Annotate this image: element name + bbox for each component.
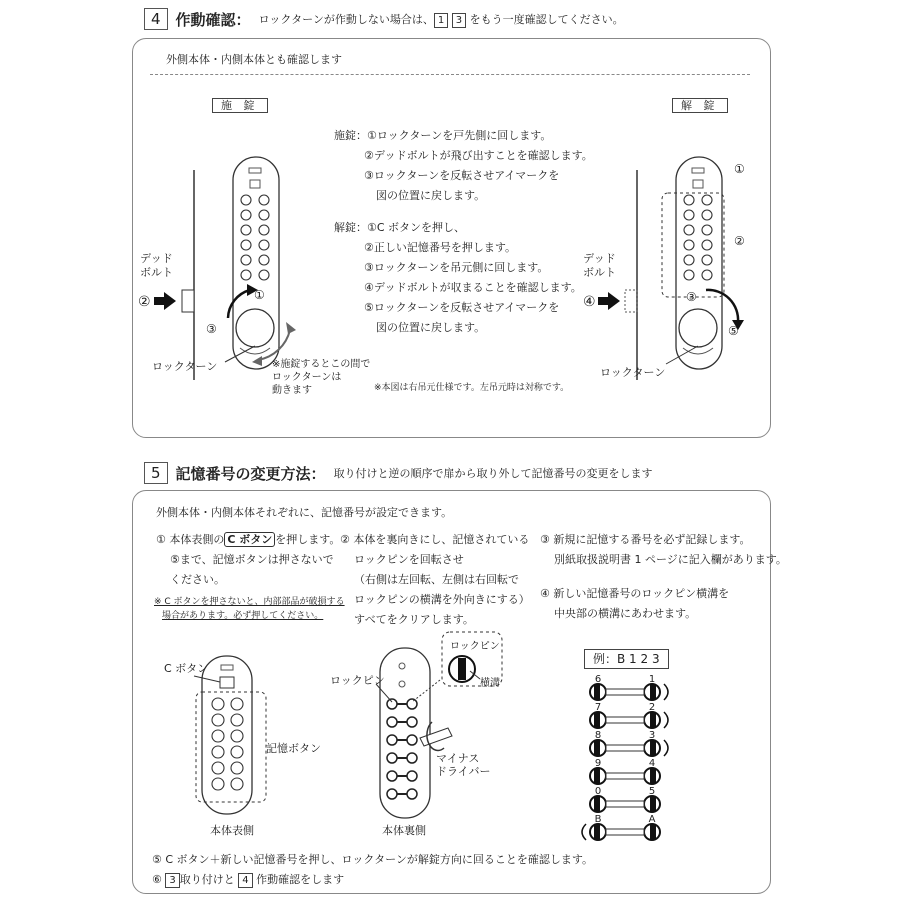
lock-step: 図の位置に戻します。: [376, 189, 486, 202]
example-pin-right-label: 1: [648, 674, 656, 685]
right-num-1: ①: [734, 162, 745, 176]
example-center-groove: [606, 801, 644, 807]
step3-line: ③ 新規に記憶する番号を必ず記録します。: [540, 533, 751, 546]
step6-mid: 取り付けと: [179, 873, 235, 886]
section4-desc-c: をもう一度確認してください。: [469, 12, 624, 26]
fig2-caption: 本体裏側: [382, 824, 426, 837]
section4-desc-a: ロックターンが作動しない場合は、: [258, 12, 434, 26]
section5-number: 5: [144, 462, 168, 484]
keypad-key: [241, 240, 251, 250]
example-pin-right-slot: [650, 712, 656, 728]
lockpin: [407, 753, 417, 763]
example-pin-left-label: 6: [594, 674, 602, 685]
keypad-key: [702, 195, 712, 205]
example-pin-left-slot: [594, 796, 600, 812]
example-pin-left-label: B: [594, 814, 602, 825]
fig2-driver: マイナス ドライバー: [436, 752, 491, 778]
right-num-5: ⑤: [728, 324, 739, 338]
lockpin: [387, 771, 397, 781]
keypad-key: [231, 730, 243, 742]
keypad-key: [259, 270, 269, 280]
keypad-key: [231, 778, 243, 790]
unlock-step: 解錠：①C ボタンを押し、: [334, 221, 466, 234]
keypad-key: [241, 270, 251, 280]
lockpin: [407, 735, 417, 745]
keypad-key: [212, 762, 224, 774]
lockturn-knob: [679, 309, 717, 347]
deadbolt-extended: [182, 290, 194, 312]
ref-box-3: 3: [165, 873, 179, 888]
left-num-1: ①: [254, 288, 265, 302]
keypad-key: [259, 255, 269, 265]
example-pin-right-slot: [650, 768, 656, 784]
right-deadbolt-label: デッド ボルト: [583, 252, 616, 279]
fig2-lockpin: ロックピン: [330, 674, 385, 687]
fig2-groove: 横溝: [480, 678, 500, 689]
example-center-groove: [606, 745, 644, 751]
unlock-step: ⑤ロックターンを反転させアイマークを: [364, 301, 560, 314]
step1-post: を押します。: [275, 533, 341, 546]
lockpin: [387, 789, 397, 799]
section4-note: 外側本体・内側本体とも確認します: [166, 53, 342, 66]
step1-sub: ください。: [170, 573, 225, 586]
unlock-label: 解 錠: [672, 98, 728, 113]
example-pin-left-slot: [594, 768, 600, 784]
keypad-key: [212, 730, 224, 742]
example-center-groove: [606, 689, 644, 695]
lockpin: [387, 699, 397, 709]
left-arrow-num: ②: [138, 294, 151, 310]
example-center-groove: [606, 829, 644, 835]
keypad-key: [702, 270, 712, 280]
lock-step: 施錠：①ロックターンを戸先側に回します。: [334, 129, 552, 142]
step5-line: ⑤ C ボタン＋新しい記憶番号を押し、ロックターンが解錠方向に回ることを確認します。: [152, 853, 593, 866]
keypad-key: [231, 746, 243, 758]
step1-line: [156, 530, 340, 550]
section4-footnote: ※本図は右吊元仕様です。左吊元時は対称です。: [374, 383, 570, 393]
unlock-step: ③ロックターンを吊元側に回します。: [364, 261, 549, 274]
step1-warning: ※ C ボタンを押さないと、内部部品が破損する: [154, 597, 345, 607]
keypad-key: [684, 270, 694, 280]
example-pin-left-label: 7: [594, 702, 602, 713]
keypad-key: [212, 714, 224, 726]
lock-step: ③ロックターンを反転させアイマークを: [364, 169, 560, 182]
step6-pre: ⑥: [152, 873, 162, 886]
left-deadbolt-label: デッド ボルト: [140, 252, 173, 279]
example-pin-left-slot: [594, 712, 600, 728]
section4-number: 4: [144, 8, 168, 30]
keypad-key: [702, 225, 712, 235]
step2-line: （右側は左回転、左側は右回転で: [354, 573, 519, 586]
left-lockturn-label: ロックターン: [152, 360, 218, 373]
lockpin: [407, 771, 417, 781]
example-pin-left-slot: [594, 684, 600, 700]
lockpin: [407, 717, 417, 727]
example-pin-right-slot: [650, 824, 656, 840]
right-lockturn-label: ロックターン: [600, 366, 666, 379]
example-pin-left-slot: [594, 740, 600, 756]
keypad-key: [259, 195, 269, 205]
keypad-key: [684, 195, 694, 205]
lockpin: [387, 717, 397, 727]
section4-desc: [259, 11, 624, 28]
section5-title: 記憶番号の変更方法：: [175, 464, 326, 483]
step6-line: [152, 870, 344, 890]
example-pin-left-slot: [594, 824, 600, 840]
example-pin-right-label: 4: [648, 758, 656, 769]
example-pin-right-label: 3: [648, 730, 656, 741]
ref-box-4: 4: [238, 873, 252, 888]
lock-label-wrap: [212, 94, 268, 113]
keypad-key: [231, 762, 243, 774]
step6-post: 作動確認をします: [256, 873, 345, 886]
keypad-key: [684, 240, 694, 250]
step1-c-button-label: C ボタン: [224, 532, 275, 547]
unlock-step: ④デッドボルトが収まることを確認します。: [364, 281, 582, 294]
step2-line: ロックピンを回転させ: [354, 553, 464, 566]
right-num-4: ④: [583, 294, 596, 310]
lock-label: 施 錠: [212, 98, 268, 113]
keypad-key: [259, 240, 269, 250]
keypad-key: [212, 778, 224, 790]
lockpin: [407, 789, 417, 799]
keypad-key: [241, 255, 251, 265]
example-pin-right-label: 5: [648, 786, 656, 797]
fig1-memory-label: 記憶ボタン: [266, 742, 321, 755]
example-pin-right-label: A: [648, 814, 656, 825]
example-center-groove: [606, 717, 644, 723]
left-caution: ※施錠するとこの間で ロックターンは 動きます: [272, 359, 371, 396]
keypad-key: [259, 210, 269, 220]
keypad-key: [259, 225, 269, 235]
keypad-key: [702, 255, 712, 265]
step3-line: 別紙取扱説明書 1 ページに記入欄があります。: [554, 553, 787, 566]
section4-divider: [150, 74, 750, 75]
example-pin-right-slot: [650, 740, 656, 756]
example-pin-right-slot: [650, 684, 656, 700]
keypad-key: [241, 210, 251, 220]
right-num-3: ③: [686, 290, 697, 304]
example-pin-right-label: 2: [648, 702, 656, 713]
step1-warning: 場合があります。必ず押してください。: [162, 611, 324, 621]
keypad-key: [702, 240, 712, 250]
unlock-step: ②正しい記憶番号を押します。: [364, 241, 516, 254]
right-num-2: ②: [734, 234, 745, 248]
ref-box-1: 1: [434, 13, 448, 28]
step2-line: ② 本体を裏向きにし、記憶されている: [340, 533, 530, 546]
step1-sub: ⑤まで、記憶ボタンは押さないで: [170, 553, 334, 566]
keypad-key: [231, 714, 243, 726]
lockpin: [387, 735, 397, 745]
unlock-label-wrap: [672, 94, 728, 113]
example-pin-left-label: 0: [594, 786, 602, 797]
keypad-key: [702, 210, 712, 220]
example-center-groove: [606, 773, 644, 779]
lockpin-slot: [458, 658, 466, 680]
unlock-step: 図の位置に戻します。: [376, 321, 486, 334]
fig1-c-button-label: C ボタン: [164, 662, 209, 675]
section4-header: [144, 8, 624, 30]
example-pin-left-label: 8: [594, 730, 602, 741]
example-pin-right-slot: [650, 796, 656, 812]
step1-pre: ① 本体表側の: [156, 533, 225, 546]
keypad-key: [212, 698, 224, 710]
lockpin: [407, 699, 417, 709]
example-label: 例：B 1 2 3: [584, 649, 669, 669]
keypad-key: [684, 255, 694, 265]
left-num-3: ③: [206, 322, 217, 336]
step4-line: ④ 新しい記憶番号のロックピン横溝を: [540, 587, 730, 600]
example-pin-left-label: 9: [594, 758, 602, 769]
step2-line: すべてをクリアします。: [354, 613, 474, 626]
lockpin: [387, 753, 397, 763]
section5-header: [144, 462, 653, 484]
section5-desc: 取り付けと逆の順序で扉から取り外して記憶番号の変更をします: [333, 467, 653, 480]
keypad-key: [684, 225, 694, 235]
section5-intro: 外側本体・内側本体それぞれに、記憶番号が設定できます。: [156, 506, 453, 519]
fig1-caption: 本体表側: [210, 824, 254, 837]
keypad-key: [241, 195, 251, 205]
keypad-key: [212, 746, 224, 758]
keypad-key: [231, 698, 243, 710]
fig2-lockpin-bubble: ロックピン: [450, 641, 500, 652]
ref-box-3: 3: [452, 13, 466, 28]
keypad-key: [684, 210, 694, 220]
step2-line: ロックピンの横溝を外向きにする）: [354, 593, 530, 606]
step4-line: 中央部の横溝にあわせます。: [554, 607, 697, 620]
section4-title: 作動確認：: [175, 10, 251, 29]
keypad-key: [241, 225, 251, 235]
lockturn-knob: [236, 309, 274, 347]
lock-step: ②デッドボルトが飛び出すことを確認します。: [364, 149, 593, 162]
